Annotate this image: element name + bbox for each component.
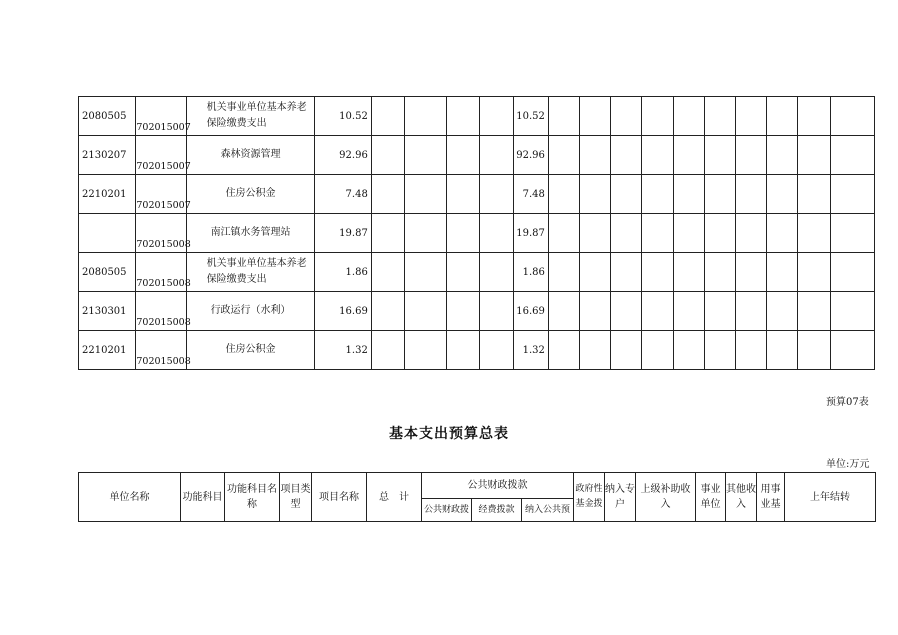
table-row xyxy=(79,136,875,175)
staff-expense-cell: 1.32 xyxy=(513,331,548,370)
func-code-cell xyxy=(79,214,136,253)
empty-cell xyxy=(371,97,404,136)
empty-cell xyxy=(580,331,611,370)
empty-cell xyxy=(371,253,404,292)
empty-cell xyxy=(447,136,480,175)
header-other-income: 其他收入 xyxy=(726,473,757,522)
empty-cell xyxy=(480,253,513,292)
empty-cell xyxy=(580,97,611,136)
header-project-name: 项目名称 xyxy=(312,473,367,522)
header-included-public-budget: 纳入公共预 xyxy=(522,499,574,522)
unit-code-cell: 702015008 xyxy=(136,253,186,292)
total-cell: 7.48 xyxy=(315,175,371,214)
empty-cell xyxy=(798,175,830,214)
empty-cell xyxy=(767,175,798,214)
header-func-subject: 功能科目 xyxy=(181,473,225,522)
header-func-subject-name: 功能科目名称 xyxy=(225,473,280,522)
table-row xyxy=(79,214,875,253)
empty-cell xyxy=(371,331,404,370)
empty-cell xyxy=(611,292,642,331)
empty-cell xyxy=(830,253,874,292)
staff-expense-cell: 10.52 xyxy=(513,97,548,136)
empty-cell xyxy=(736,136,767,175)
empty-cell xyxy=(642,214,673,253)
header-unit-name: 单位名称 xyxy=(79,473,181,522)
unit-code-cell: 702015007 xyxy=(136,175,186,214)
empty-cell xyxy=(548,253,579,292)
header-last-year-balance: 上年结转 xyxy=(785,473,876,522)
empty-cell xyxy=(704,331,735,370)
empty-cell xyxy=(548,214,579,253)
empty-cell xyxy=(405,136,447,175)
header-project-type: 项目类型 xyxy=(280,473,312,522)
empty-cell xyxy=(704,253,735,292)
empty-cell xyxy=(548,292,579,331)
empty-cell xyxy=(673,136,704,175)
empty-cell xyxy=(673,292,704,331)
staff-expense-cell: 7.48 xyxy=(513,175,548,214)
item-name-cell: 南江镇水务管理站 xyxy=(186,214,315,253)
func-code-cell: 2080505 xyxy=(79,97,136,136)
empty-cell xyxy=(611,97,642,136)
total-cell: 10.52 xyxy=(315,97,371,136)
total-cell: 1.86 xyxy=(315,253,371,292)
empty-cell xyxy=(371,292,404,331)
empty-cell xyxy=(548,175,579,214)
empty-cell xyxy=(830,97,874,136)
item-name-cell: 住房公积金 xyxy=(186,331,315,370)
item-name-cell: 行政运行（水利） xyxy=(186,292,315,331)
empty-cell xyxy=(447,253,480,292)
empty-cell xyxy=(447,97,480,136)
unit-code-cell: 702015007 xyxy=(136,97,186,136)
header-total: 总 计 xyxy=(367,473,422,522)
empty-cell xyxy=(371,175,404,214)
unit-code-cell: 702015008 xyxy=(136,331,186,370)
item-name-cell: 机关事业单位基本养老保险缴费支出 xyxy=(186,97,315,136)
empty-cell xyxy=(548,97,579,136)
table-row xyxy=(79,175,875,214)
table-row xyxy=(79,292,875,331)
empty-cell xyxy=(611,214,642,253)
empty-cell xyxy=(704,136,735,175)
table-row xyxy=(79,253,875,292)
empty-cell xyxy=(405,253,447,292)
total-cell: 19.87 xyxy=(315,214,371,253)
empty-cell xyxy=(447,331,480,370)
empty-cell xyxy=(611,175,642,214)
empty-cell xyxy=(405,97,447,136)
empty-cell xyxy=(611,253,642,292)
empty-cell xyxy=(830,331,874,370)
empty-cell xyxy=(642,292,673,331)
empty-cell xyxy=(736,175,767,214)
empty-cell xyxy=(673,253,704,292)
table-row xyxy=(79,97,875,136)
header-public-finance-sub: 公共财政拨 xyxy=(422,499,472,522)
empty-cell xyxy=(580,175,611,214)
unit-code-cell: 702015007 xyxy=(136,136,186,175)
empty-cell xyxy=(704,214,735,253)
page-title: 基本支出预算总表 xyxy=(389,426,509,442)
empty-cell xyxy=(642,136,673,175)
func-code-cell: 2080505 xyxy=(79,253,136,292)
empty-cell xyxy=(767,136,798,175)
empty-cell xyxy=(480,97,513,136)
empty-cell xyxy=(798,253,830,292)
empty-cell xyxy=(642,175,673,214)
expenditure-detail-table xyxy=(78,96,875,370)
summary-header-table xyxy=(78,472,876,522)
empty-cell xyxy=(673,331,704,370)
empty-cell xyxy=(447,175,480,214)
item-name-cell: 森林资源管理 xyxy=(186,136,315,175)
empty-cell xyxy=(580,136,611,175)
empty-cell xyxy=(371,136,404,175)
empty-cell xyxy=(548,331,579,370)
empty-cell xyxy=(642,253,673,292)
empty-cell xyxy=(767,331,798,370)
empty-cell xyxy=(405,175,447,214)
empty-cell xyxy=(704,175,735,214)
empty-cell xyxy=(480,331,513,370)
empty-cell xyxy=(767,253,798,292)
func-code-cell: 2210201 xyxy=(79,175,136,214)
empty-cell xyxy=(480,292,513,331)
table-note: 预算07表 xyxy=(826,397,869,408)
empty-cell xyxy=(447,214,480,253)
empty-cell xyxy=(736,253,767,292)
item-name-cell: 机关事业单位基本养老保险缴费支出 xyxy=(186,253,315,292)
unit-code-cell: 702015008 xyxy=(136,214,186,253)
item-name-cell: 住房公积金 xyxy=(186,175,315,214)
func-code-cell: 2210201 xyxy=(79,331,136,370)
empty-cell xyxy=(704,292,735,331)
table-row xyxy=(79,331,875,370)
staff-expense-cell: 19.87 xyxy=(513,214,548,253)
empty-cell xyxy=(447,292,480,331)
header-gov-fund: 政府性基金拨 xyxy=(574,473,605,522)
empty-cell xyxy=(642,97,673,136)
empty-cell xyxy=(405,214,447,253)
empty-cell xyxy=(548,136,579,175)
empty-cell xyxy=(767,214,798,253)
empty-cell xyxy=(798,214,830,253)
total-cell: 1.32 xyxy=(315,331,371,370)
empty-cell xyxy=(830,136,874,175)
empty-cell xyxy=(830,292,874,331)
total-cell: 16.69 xyxy=(315,292,371,331)
empty-cell xyxy=(480,136,513,175)
staff-expense-cell: 16.69 xyxy=(513,292,548,331)
empty-cell xyxy=(611,331,642,370)
empty-cell xyxy=(580,292,611,331)
empty-cell xyxy=(405,292,447,331)
total-cell: 92.96 xyxy=(315,136,371,175)
header-career-fund: 用事业基 xyxy=(757,473,785,522)
empty-cell xyxy=(673,97,704,136)
header-public-finance: 公共财政拨款 xyxy=(422,473,574,499)
header-fee-allocation: 经费拨款 xyxy=(472,499,522,522)
header-superior-subsidy: 上级补助收入 xyxy=(636,473,696,522)
staff-expense-cell: 1.86 xyxy=(513,253,548,292)
unit-code-cell: 702015008 xyxy=(136,292,186,331)
header-institution-income: 事业单位 xyxy=(696,473,726,522)
empty-cell xyxy=(767,97,798,136)
empty-cell xyxy=(611,136,642,175)
empty-cell xyxy=(736,292,767,331)
empty-cell xyxy=(371,214,404,253)
empty-cell xyxy=(736,214,767,253)
empty-cell xyxy=(673,214,704,253)
empty-cell xyxy=(580,214,611,253)
empty-cell xyxy=(405,331,447,370)
empty-cell xyxy=(830,214,874,253)
empty-cell xyxy=(798,136,830,175)
staff-expense-cell: 92.96 xyxy=(513,136,548,175)
empty-cell xyxy=(830,175,874,214)
empty-cell xyxy=(480,175,513,214)
empty-cell xyxy=(580,253,611,292)
unit-label: 单位:万元 xyxy=(826,459,870,470)
empty-cell xyxy=(798,292,830,331)
empty-cell xyxy=(673,175,704,214)
empty-cell xyxy=(642,331,673,370)
func-code-cell: 2130207 xyxy=(79,136,136,175)
empty-cell xyxy=(798,97,830,136)
empty-cell xyxy=(704,97,735,136)
empty-cell xyxy=(767,292,798,331)
func-code-cell: 2130301 xyxy=(79,292,136,331)
empty-cell xyxy=(736,97,767,136)
header-special-account: 纳入专户 xyxy=(605,473,636,522)
empty-cell xyxy=(798,331,830,370)
empty-cell xyxy=(480,214,513,253)
empty-cell xyxy=(736,331,767,370)
